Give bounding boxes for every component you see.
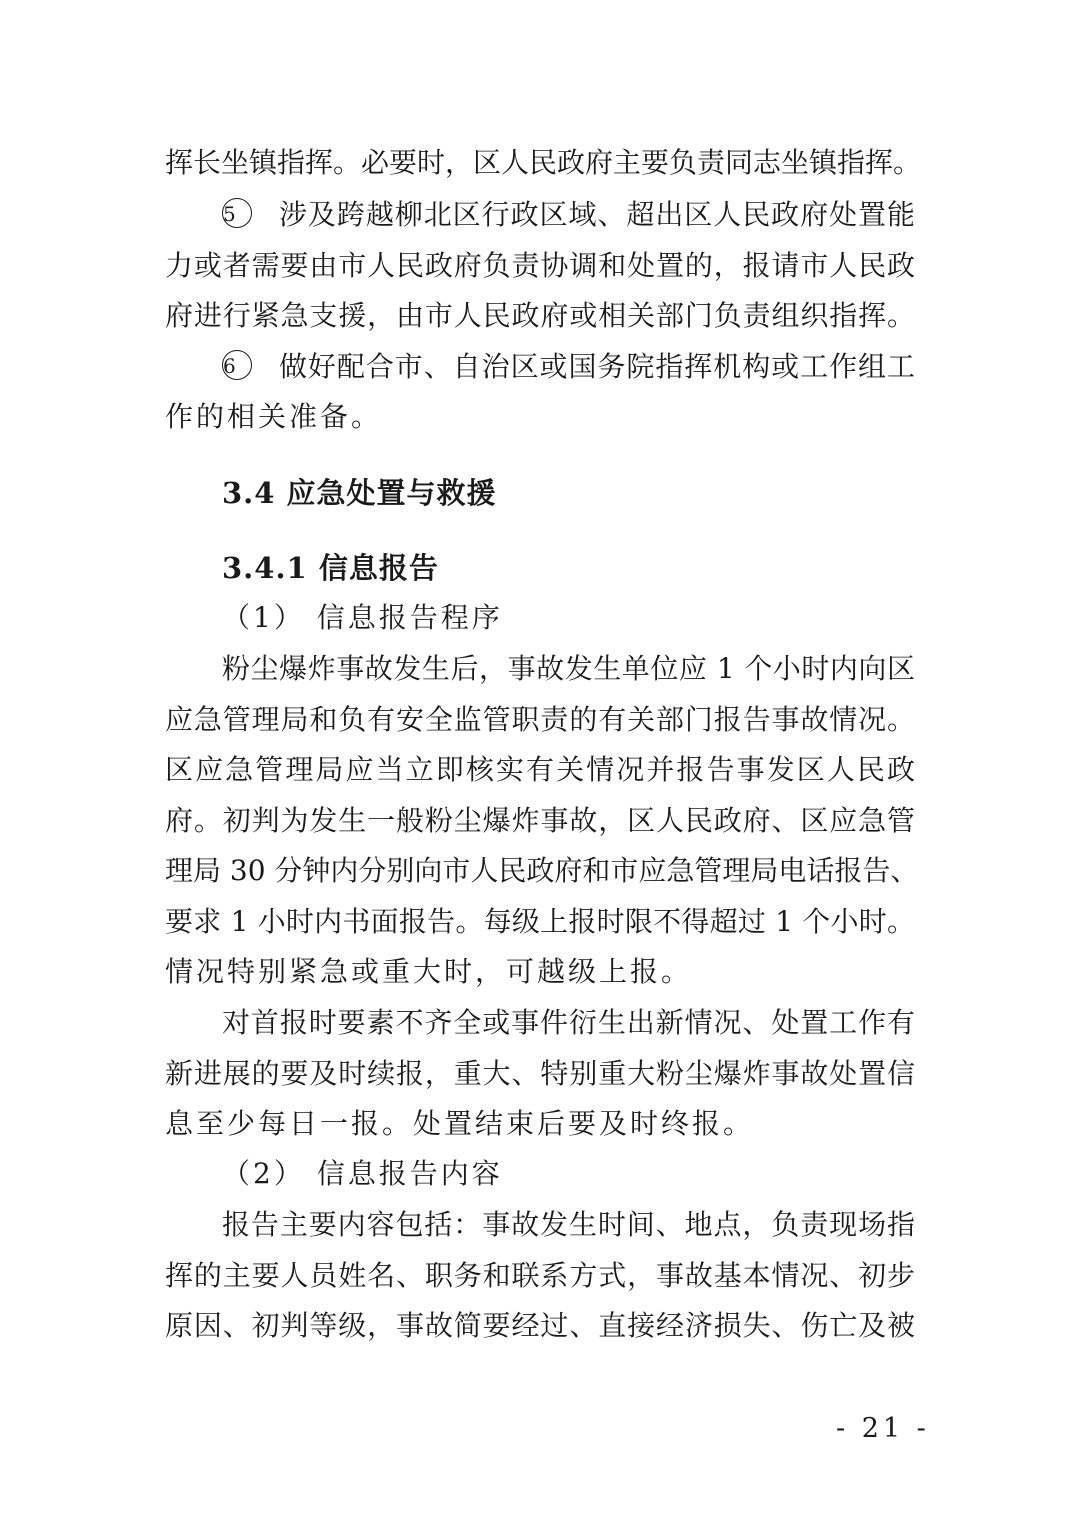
page-number: - 21 - [836,1413,930,1444]
text-line: 报告主要内容包括：事故发生时间、地点，负责现场指 [222,1208,915,1241]
circled-number-6: 6 [222,350,252,380]
list-item-6 [222,349,915,385]
text-segment: 涉及跨越柳北区行政区域、超出区人民政府处置能 [278,198,915,231]
text-line: 区应急管理局应当立即核实有关情况并报告事发区人民政 [165,753,915,786]
text-line: 情况特别紧急或重大时，可越级上报。 [165,955,693,988]
subsection-heading: 3.4.1 信息报告 [222,551,439,585]
subtopic-title: （2） 信息报告内容 [222,1157,503,1190]
text-line: 息至少每日一报。处置结束后要及时终报。 [165,1107,755,1140]
text-line: 新进展的要及时续报，重大、特别重大粉尘爆炸事故处置信 [165,1057,915,1090]
text-line: 作的相关准备。 [165,400,383,433]
text-segment: 做好配合市、自治区或国务院指挥机构或工作组工 [278,350,915,383]
text-line: 挥长坐镇指挥。必要时，区人民政府主要负责同志坐镇指挥。 [165,146,922,179]
text-line: 府进行紧急支援，由市人民政府或相关部门负责组织指挥。 [165,299,915,332]
circled-number-5: 5 [222,198,252,228]
list-item-5 [222,197,915,233]
text-line: 要求 1 小时内书面报告。每级上报时限不得超过 1 个小时。 [165,905,915,938]
text-line: 理局 30 分钟内分别向市人民政府和市应急管理局电话报告、 [165,854,919,887]
text-line: 应急管理局和负有安全监管职责的有关部门报告事故情况。 [165,703,915,736]
subtopic-title: （1） 信息报告程序 [222,601,503,634]
text-line: 对首报时要素不齐全或事件衍生出新情况、处置工作有 [222,1006,915,1039]
text-line: 原因、初判等级，事故简要经过、直接经济损失、伤亡及被 [165,1309,915,1342]
text-line: 挥的主要人员姓名、职务和联系方式，事故基本情况、初步 [165,1259,915,1292]
text-line: 粉尘爆炸事故发生后，事故发生单位应 1 个小时内向区 [222,652,915,685]
text-line: 力或者需要由市人民政府负责协调和处置的，报请市人民政 [165,249,915,282]
section-heading: 3.4 应急处置与救援 [222,476,497,510]
text-line: 府。初判为发生一般粉尘爆炸事故，区人民政府、区应急管 [165,804,915,837]
